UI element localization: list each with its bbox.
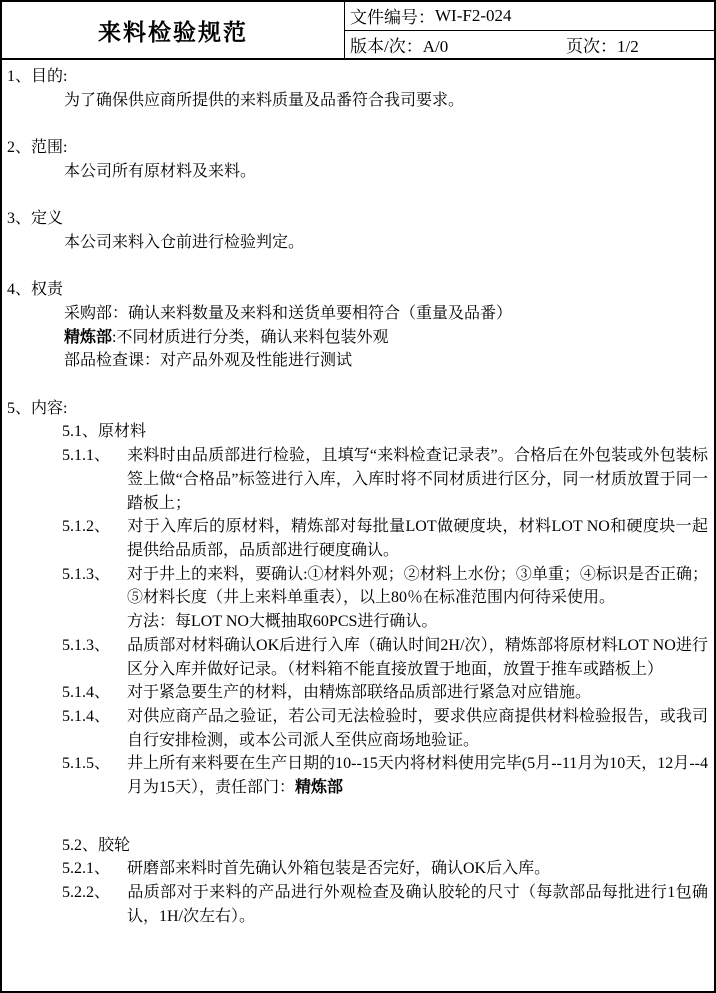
clause-number: 5.1.5、 — [62, 755, 111, 773]
subsection-raw-material-heading — [2, 420, 708, 444]
header-meta — [345, 2, 714, 58]
doc-number-cell — [345, 2, 714, 31]
page-value: 1/2 — [617, 36, 639, 56]
section-scope — [2, 136, 708, 183]
responsibility-text: :不同材质进行分类，确认来料包装外观 — [112, 328, 389, 346]
clause-text: 品质部对材料确认OK后进行入库（确认时间2H/次），精炼部将原材料LOT NO进行区分入库并做好记录。（材料箱不能直接放置于地面，放置于推车或踏板上） — [127, 636, 708, 678]
clause-text: 对于入库后的原材料，精炼部对每批量LOT做硬度块，材料LOT NO和硬度块一起提供给品质部，品质部进行硬度确认。 — [127, 518, 708, 559]
clause-5-2-2 — [2, 881, 708, 928]
section-heading: 2、范围: — [7, 139, 68, 157]
clause-text: 井上所有来料要在生产日期的10--15天内将材料使用完毕(5月--11月为10天，12月--4月为15天），责任部门： — [127, 755, 708, 797]
clause-number: 5.1.2、 — [62, 518, 111, 536]
doc-number-label: 文件编号： — [350, 8, 435, 28]
clause-text: 对供应商产品之验证，若公司无法检验时，要求供应商提供材料检验报告，或我司自行安排检测，或本公司派人至供应商场地验证。 — [127, 707, 708, 749]
clause-5-1-3-method: 方法：每LOT NO大概抽取60PCS进行确认。 — [127, 613, 438, 631]
clause-text: 品质部对于来料的产品进行外观检查及确认胶轮的尺寸（每款部品每批进行1包确认，1H/次左右）。 — [127, 884, 708, 925]
clause-number: 5.1.1、 — [62, 447, 111, 465]
version-value: A/0 — [422, 36, 449, 56]
section-paragraph: 为了确保供应商所提供的来料质量及品番符合我司要求。 — [64, 91, 465, 109]
section-paragraph: 本公司所有原材料及来料。 — [64, 162, 257, 180]
clause-5-1-4 — [2, 681, 708, 705]
clause-text: 对于井上的来料，要确认:①材料外观；②材料上水份；③单重；④标识是否正确；⑤材料长度（井上来料单重表），以上80％在标准范围内何待采使用。 — [127, 565, 708, 607]
clause-5-1-1 — [2, 444, 708, 515]
doc-number-value: WI-F2-024 — [435, 5, 512, 25]
responsibility-item — [2, 302, 708, 326]
clause-5-1-4b — [2, 705, 708, 752]
clause-5-1-3b — [2, 634, 708, 681]
version-page-cell — [345, 31, 714, 59]
clause-number: 5.1.3、 — [62, 636, 111, 654]
section-heading: 4、权责 — [7, 281, 64, 299]
section-responsibility — [2, 278, 708, 373]
clause-5-1-3 — [2, 563, 708, 610]
subsection-title: 原材料 — [98, 423, 147, 441]
title-cell — [2, 2, 345, 58]
section-definition — [2, 207, 708, 254]
clause-number: 5.1.4、 — [62, 684, 111, 702]
clause-5-1-2 — [2, 515, 708, 562]
responsibility-item — [2, 349, 708, 373]
section-purpose — [2, 65, 708, 112]
responsibility-text: 部品检查课：对产品外观及性能进行测试 — [64, 352, 353, 370]
dept-name: 精炼部 — [64, 328, 113, 346]
section-heading: 5、内容: — [7, 399, 68, 417]
version-field — [350, 32, 566, 57]
clause-5-2-1 — [2, 857, 708, 881]
clause-number: 5.2.2、 — [62, 884, 111, 902]
document-body — [2, 60, 714, 929]
clause-5-1-5 — [2, 752, 708, 799]
document-header — [2, 2, 714, 60]
subsection-rubber-wheel-heading — [2, 834, 708, 858]
subsection-title: 胶轮 — [98, 836, 131, 854]
clause-text: 研磨部来料时首先确认外箱包装是否完好，确认OK后入库。 — [127, 860, 551, 878]
responsibility-item — [2, 326, 708, 350]
clause-number: 5.2.1、 — [62, 860, 111, 878]
clause-text: 来料时由品质部进行检验，且填写“来料检查记录表”。合格后在外包装或外包装标签上做“合格品”标签进行入库，入库时将不同材质进行区分，同一材质放置于同一踏板上； — [127, 447, 708, 512]
page-field — [566, 32, 639, 57]
responsible-dept: 精炼部 — [295, 779, 344, 797]
section-content — [2, 397, 708, 929]
document-title: 来料检验规范 — [98, 19, 248, 45]
section-paragraph: 本公司来料入仓前进行检验判定。 — [64, 233, 305, 251]
page-label: 页次： — [566, 36, 617, 56]
section-heading: 1、目的: — [7, 68, 68, 85]
section-heading: 3、定义 — [7, 210, 64, 228]
subsection-number: 5.1、 — [62, 423, 99, 441]
clause-number: 5.1.4、 — [62, 707, 111, 725]
clause-number: 5.1.3、 — [62, 565, 111, 583]
version-label: 版本/次： — [350, 36, 423, 56]
clause-text: 对于紧急要生产的材料，由精炼部联络品质部进行紧急对应错施。 — [127, 684, 592, 702]
subsection-number: 5.2、 — [62, 836, 99, 854]
responsibility-text: 采购部：确认来料数量及来料和送货单要相符合（重量及品番） — [64, 304, 513, 322]
